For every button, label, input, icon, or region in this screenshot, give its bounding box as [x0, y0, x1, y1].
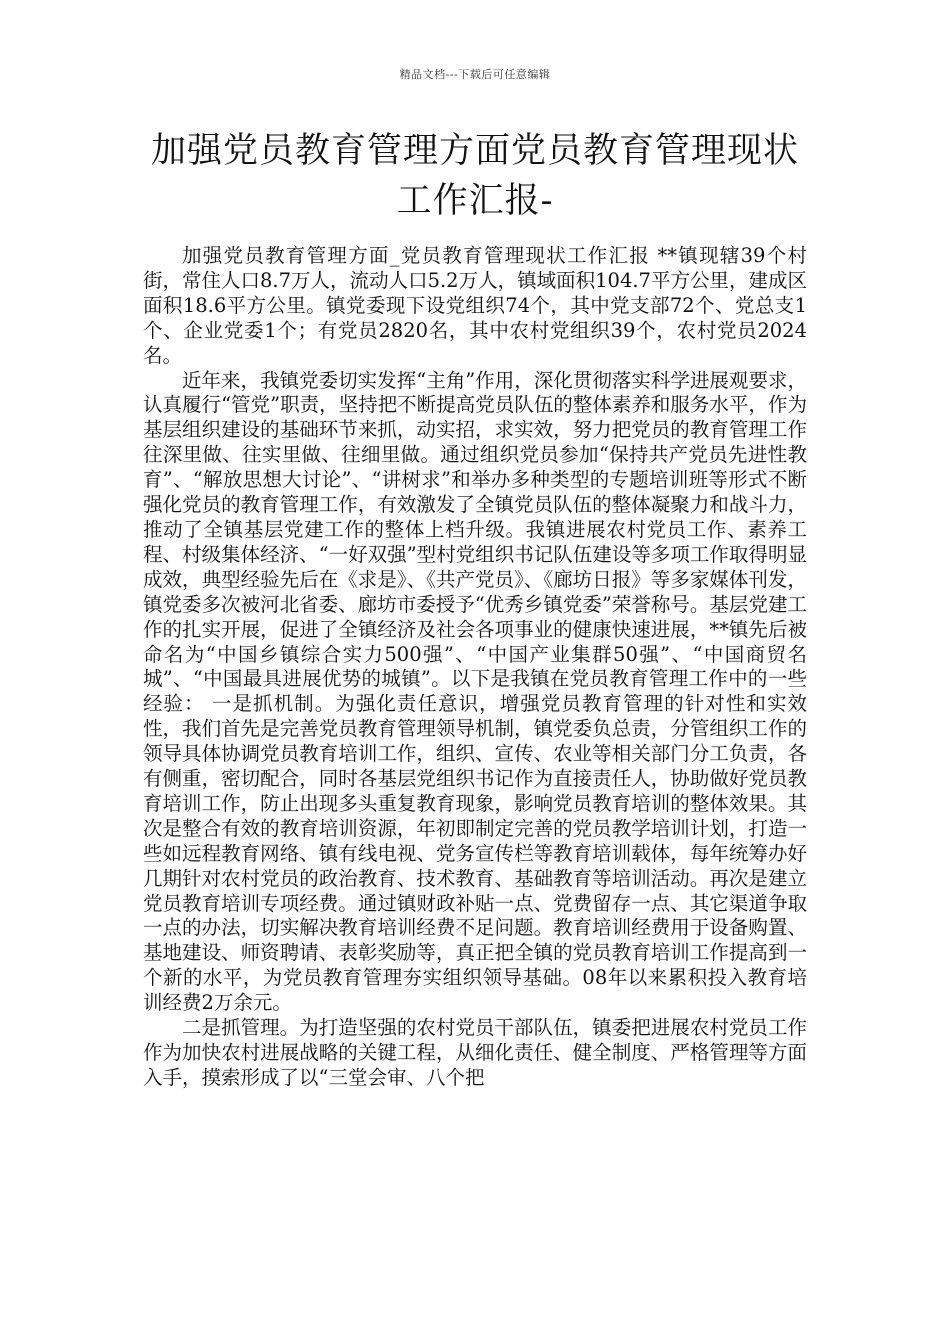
document-body: [143, 244, 807, 1091]
paragraph-3: 二是抓管理。为打造坚强的农村党员干部队伍，镇委把进展农村党员工作作为加快农村进展战略的关键工程，从细化责任、健全制度、严格管理等方面入手，摸索形成了以“三堂会审、八个把: [143, 1016, 807, 1089]
document-title: 加强党员教育管理方面党员教育管理现状工作汇报-: [150, 131, 799, 221]
header-note: 精品文档---下载后可任意编辑: [399, 68, 551, 81]
paragraph-2: 近年来，我镇党委切实发挥“主角”作用，深化贯彻落实科学进展观要求，认真履行“管党”职责，坚持把不断提高党员队伍的整体素养和服务水平，作为基层组织建设的基础环节来抓，动实招，求实效，努力把党员的教育管理工作往深里做、往实里做、往细里做。通过组织党员参加“保持共产党员先进性教育”、“解放思想大讨论”、“讲树求”和举办多种类型的专题培训班等形式不断强化党员的教育管理工作，有效激发了全镇党员队伍的整体凝聚力和战斗力，推动了全镇基层党建工作的整体上档升级。我镇进展农村党员工作、素养工程、村级集体经济、“一好双强”型村党组织书记队伍建设等多项工作取得明显成效，典型经验先后在《求是》、《共产党员》、《廊坊日报》等多家媒体刊发，镇党委多次被河北省委、廊坊市委授予“优秀乡镇党委”荣誉称号。基层党建工作的扎实开展，促进了全镇经济及社会各项事业的健康快速进展，**镇先后被命名为“中国乡镇综合实力500强”、“中国产业集群50强”、“中国商贸名城”、“中国最具进展优势的城镇”。以下是我镇在党员教育管理工作中的一些经验： 一是抓机制。为强化责任意识，增强党员教育管理的针对性和实效性，我们首先是完善党员教育管理领导机制，镇党委负总责，分管组织工作的领导具体协调党员教育培训工作，组织、宣传、农业等相关部门分工负责，各有侧重，密切配合，同时各基层党组织书记作为直接责任人，协助做好党员教育培训工作，防止出现多头重复教育现象，影响党员教育培训的整体效果。其次是整合有效的教育培训资源，年初即制定完善的党员教学培训计划，打造一些如远程教育网络、镇有线电视、党务宣传栏等教育培训载体，每年统筹办好几期针对农村党员的政治教育、技术教育、基础教育等培训活动。再次是建立党员教育培训专项经费。通过镇财政补贴一点、党费留存一点、其它渠道争取一点的办法，切实解决教育培训经费不足问题。教育培训经费用于设备购置、基地建设、师资聘请、表彰奖励等，真正把全镇的党员教育培训工作提高到一个新的水平，为党员教育管理夯实组织领导基础。08年以来累积投入教育培训经费2万余元。: [143, 368, 807, 1015]
paragraph-1: 加强党员教育管理方面_党员教育管理现状工作汇报 **镇现辖39个村街，常住人口8.7万人，流动人口5.2万人，镇域面积104.7平方公里，建成区面积18.6平方公里。镇党委现下设党组织74个，其中党支部72个、党总支1个、企业党委1个；有党员2820名，其中农村党组织39个，农村党员2024名。: [143, 244, 807, 367]
